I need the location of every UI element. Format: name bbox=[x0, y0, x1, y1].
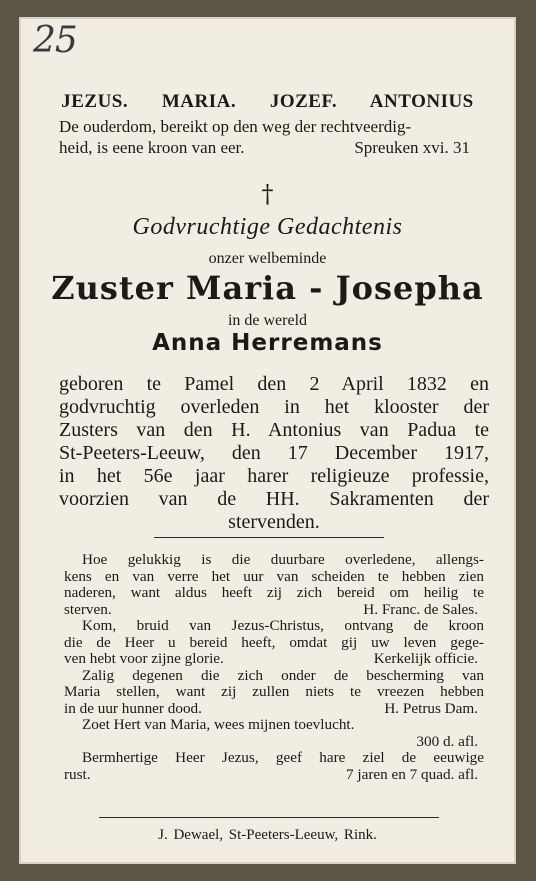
prayer-source: H. Franc. de Sales. bbox=[363, 600, 478, 618]
handwritten-number: 25 bbox=[33, 20, 77, 61]
epigraph-line-2: heid, is eene kroon van eer. bbox=[59, 138, 245, 157]
prayer-source: 300 d. afl. bbox=[416, 732, 478, 750]
prayer-source: Kerkelijk officie. bbox=[373, 650, 478, 667]
prayer-line: Zoet Hert van Maria, wees mijnen toevlucht. bbox=[82, 716, 355, 733]
prayer-closing bbox=[64, 602, 484, 619]
prayer-source: H. Petrus Dam. bbox=[384, 699, 478, 717]
cross-icon: † bbox=[261, 180, 274, 208]
biography-line: godvruchtig overleden in het klooster der bbox=[59, 396, 489, 418]
card-heading: JEZUS. MARIA. JOZEF. ANTONIUS bbox=[61, 91, 474, 112]
prayer-line: die de Heer u bereid heeft, omdat gij uw leven gege- bbox=[64, 633, 484, 651]
biography-line: Zusters van den H. Antonius van Padua te bbox=[59, 419, 489, 441]
prayer-line: sterven. bbox=[64, 600, 112, 618]
prayer-closing bbox=[64, 651, 484, 668]
prayer-closing bbox=[64, 734, 484, 751]
prayer-line: ven hebt voor zijne glorie. bbox=[64, 650, 224, 667]
printer-imprint: J. Dewael, St-Peeters-Leeuw, Rink. bbox=[158, 827, 377, 843]
memorial-card bbox=[19, 17, 516, 864]
worldly-intro: in de wereld bbox=[227, 312, 308, 329]
prayer-line: Maria stellen, want zij zullen niets te vreezen hebben bbox=[64, 683, 484, 700]
divider bbox=[154, 537, 384, 538]
prayer-line: in de uur hunner dood. bbox=[64, 699, 202, 717]
prayer-closing bbox=[64, 701, 484, 718]
biography-line: in het 56e jaar harer religieuze professie, bbox=[59, 465, 489, 487]
biography-line: stervenden. bbox=[228, 511, 320, 533]
prayer-line: Bermhertige Heer Jezus, geef hare ziel de eeuwige bbox=[82, 749, 484, 766]
card-subtitle: onzer welbeminde bbox=[208, 250, 327, 267]
biography bbox=[59, 373, 489, 534]
prayer-line: kens en van verre het uur van scheiden te hebben zien bbox=[64, 567, 484, 585]
religious-name: Zuster Maria - Josepha bbox=[51, 269, 484, 307]
epigraph-reference: Spreuken xvi. 31 bbox=[354, 138, 470, 157]
worldly-name: Anna Herremans bbox=[152, 330, 383, 356]
prayer-line: Hoe gelukkig is die duurbare overledene, allengs- bbox=[82, 551, 484, 568]
biography-line: geboren te Pamel den 2 April 1832 en bbox=[59, 373, 489, 395]
biography-line: voorzien van de HH. Sakramenten der bbox=[59, 488, 489, 510]
divider bbox=[99, 817, 439, 818]
prayer-line: Zalig degenen die zich onder de bescherming van bbox=[82, 666, 484, 684]
prayers bbox=[64, 552, 484, 783]
prayer-source: 7 jaren en 7 quad. afl. bbox=[346, 765, 478, 783]
card-title: Godvruchtige Gedachtenis bbox=[132, 214, 403, 240]
epigraph-line-1: De ouderdom, bereikt op den weg der rechtveerdig- bbox=[59, 117, 412, 136]
prayer-line: rust. bbox=[64, 765, 91, 783]
prayer-line: Kom, bruid van Jezus-Christus, ontvang de kroon bbox=[82, 617, 484, 634]
prayer-line: naderen, want aldus heeft zij zich bereid om heilig te bbox=[64, 584, 484, 601]
prayer-closing bbox=[64, 767, 484, 784]
biography-line: St-Peeters-Leeuw, den 17 December 1917, bbox=[59, 442, 489, 464]
